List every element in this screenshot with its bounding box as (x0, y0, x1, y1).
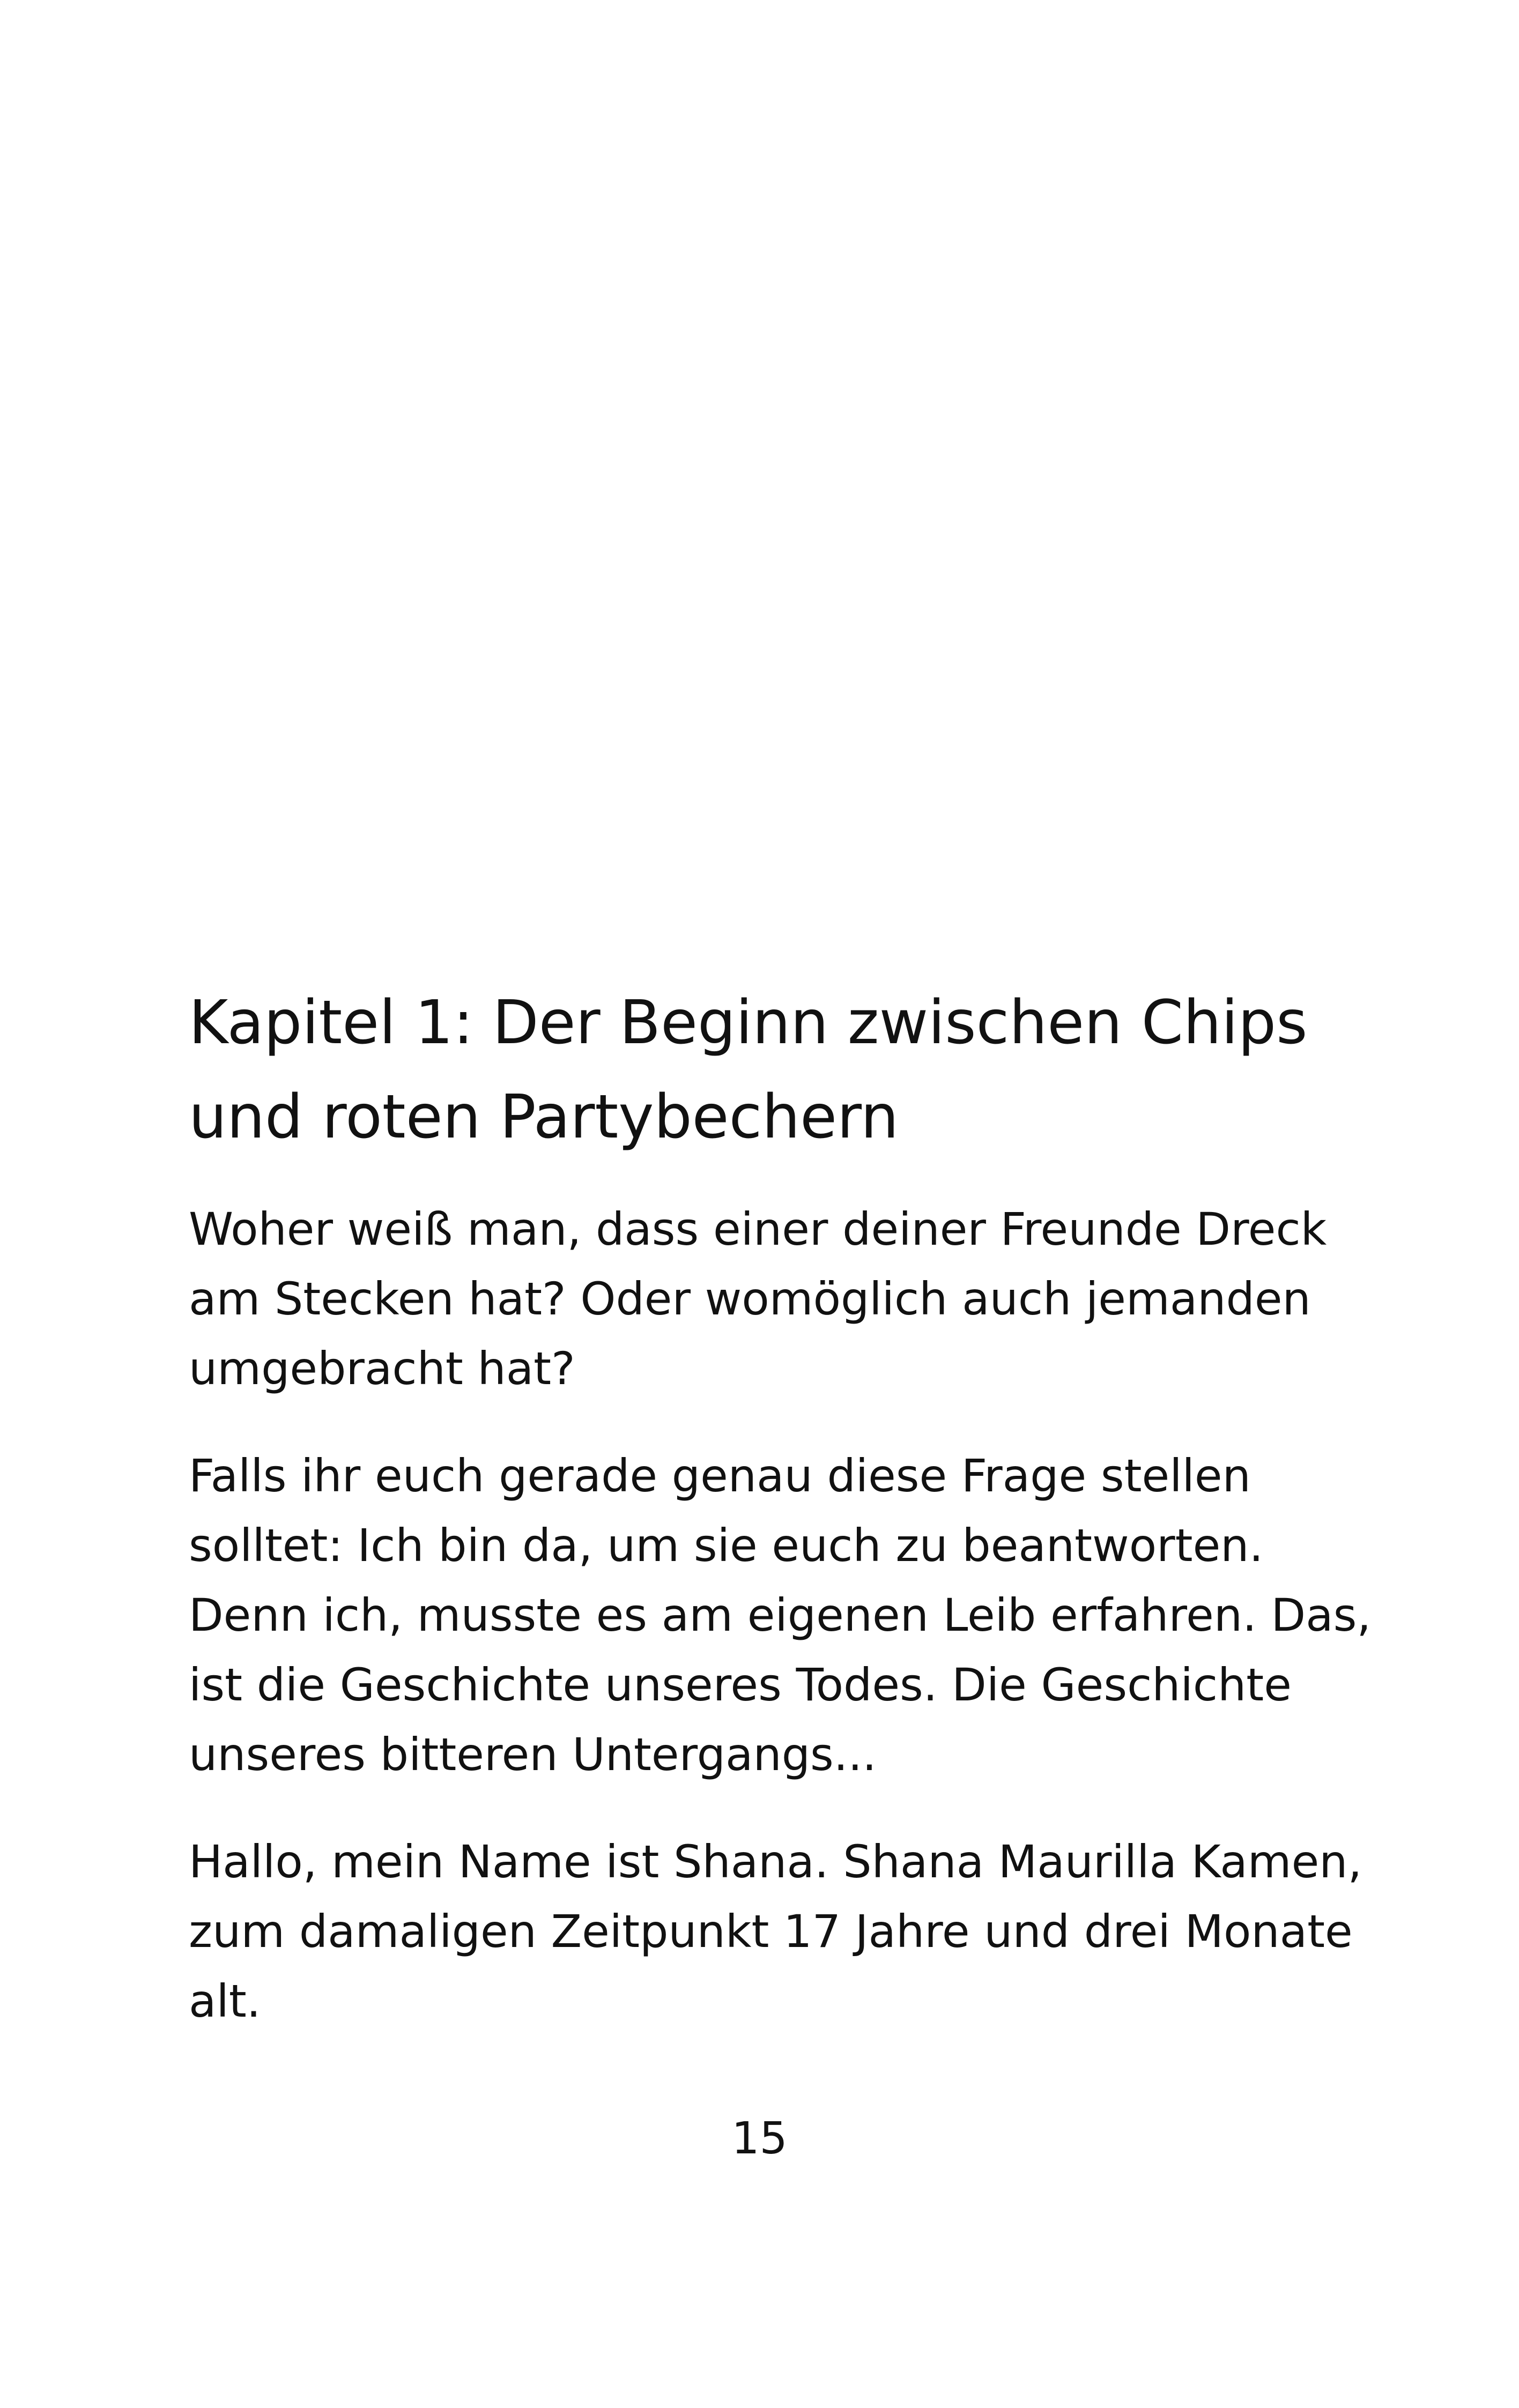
text-line: solltet: Ich bin da, um sie euch zu beantworten. (189, 1519, 1264, 1572)
chapter-title-line: Kapitel 1: Der Beginn zwischen Chips (189, 988, 1308, 1058)
chapter-title-line: und roten Partybechern (189, 1082, 899, 1152)
text-line: Woher weiß man, dass einer deiner Freunde Dreck (189, 1203, 1327, 1255)
text-line: am Stecken hat? Oder womöglich auch jemanden (189, 1273, 1311, 1325)
text-line: Denn ich, musste es am eigenen Leib erfahren. Das, (189, 1589, 1372, 1641)
chapter-title (189, 976, 1342, 1164)
text-line: zum damaligen Zeitpunkt 17 Jahre und drei Monate (189, 1905, 1353, 1958)
page-content (189, 976, 1372, 2036)
paragraph (189, 1441, 1372, 1789)
text-line: umgebracht hat? (189, 1342, 575, 1395)
text-line: Falls ihr euch gerade genau diese Frage stellen (189, 1450, 1251, 1502)
paragraph (189, 1194, 1342, 1403)
text-line: unseres bitteren Untergangs... (189, 1728, 877, 1781)
text-line: ist die Geschichte unseres Todes. Die Geschichte (189, 1659, 1292, 1711)
text-line: alt. (189, 1975, 261, 2027)
page-number: 15 (731, 2113, 788, 2164)
paragraph (189, 1827, 1362, 2036)
text-line: Hallo, mein Name ist Shana. Shana Maurilla Kamen, (189, 1835, 1362, 1888)
